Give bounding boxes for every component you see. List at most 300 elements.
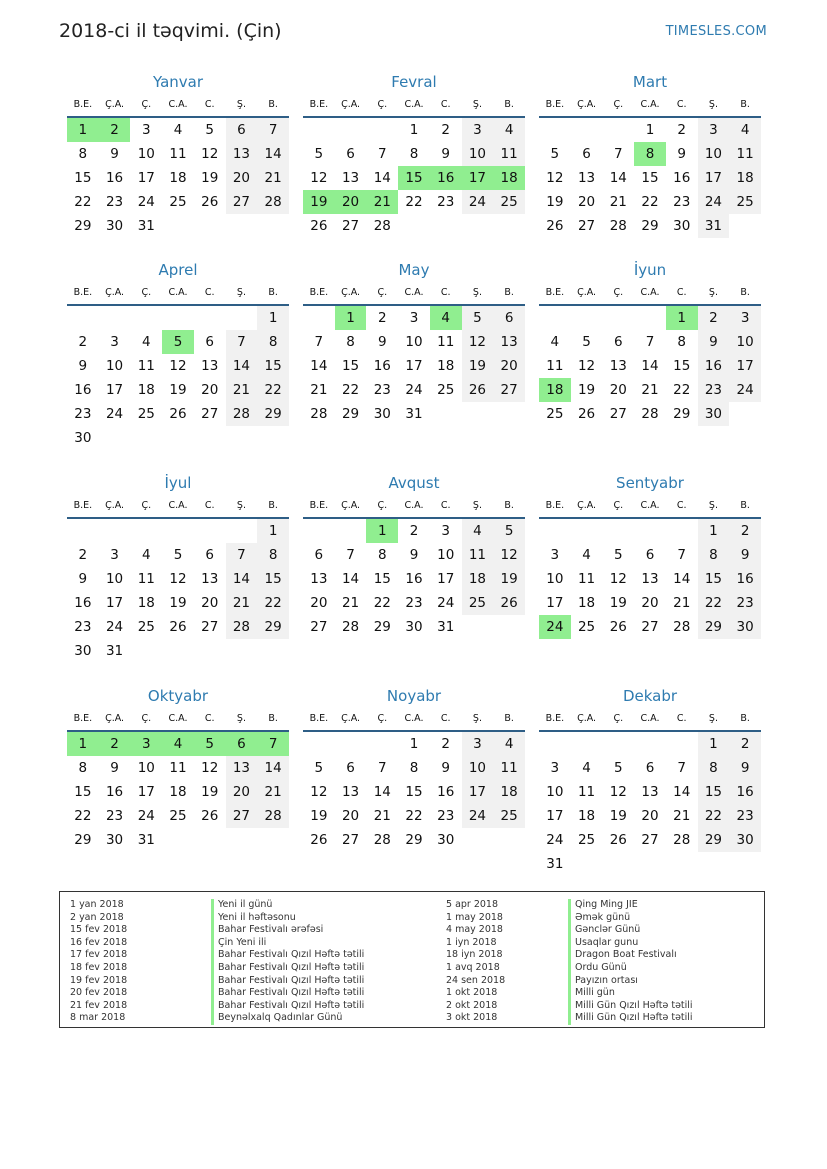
day-cell: 20 (641, 595, 659, 611)
holiday-dates-right (446, 899, 505, 1025)
weekday-label: C. (440, 287, 451, 298)
day-cell: 2 (677, 122, 686, 138)
day-cell: 15 (373, 571, 391, 587)
empty-cell (602, 118, 634, 142)
holiday-name: Milli gün (568, 987, 693, 1000)
day-cell: 4 (550, 334, 560, 350)
day-cell: 25 (546, 406, 564, 422)
day-cell: 25 (169, 808, 187, 824)
weekday-header (67, 282, 289, 306)
day-cell: 6 (645, 760, 655, 776)
day-cell: 4 (430, 306, 462, 330)
holiday-name: Milli Gün Qızıl Həftə tətili (568, 1012, 693, 1025)
day-cell: 29 (74, 832, 92, 848)
day-cell: 15 (405, 784, 423, 800)
weekday-label: B.E. (545, 713, 565, 724)
day-cell: 19 (493, 567, 525, 591)
empty-cell (303, 306, 335, 330)
day-cell: 18 (169, 170, 187, 186)
day-cell: 29 (373, 619, 391, 635)
day-cell: 26 (169, 619, 187, 635)
day-cell: 12 (169, 358, 187, 374)
day-cell: 7 (677, 547, 686, 563)
day-cell: 15 (673, 358, 691, 374)
day-cell: 12 (609, 784, 627, 800)
holiday-name: Milli Gün Qızıl Həftə tətili (568, 1000, 693, 1013)
brand-logo-text[interactable]: TIMESLES.COM (665, 24, 767, 39)
weekday-label: Ş. (236, 287, 246, 298)
day-cell: 27 (493, 378, 525, 402)
empty-cell (571, 732, 603, 756)
day-cell: 20 (201, 595, 219, 611)
month-12 (539, 684, 761, 876)
day-cell: 3 (729, 306, 761, 330)
day-cell: 23 (74, 406, 92, 422)
day-cell: 25 (577, 832, 596, 848)
day-cell: 5 (493, 519, 525, 543)
empty-cell (335, 519, 367, 543)
month-name: Aprel (158, 261, 198, 279)
weekday-header (303, 495, 525, 519)
empty-cell (99, 306, 131, 330)
day-cell: 12 (201, 760, 219, 776)
day-cell: 11 (169, 760, 187, 776)
empty-cell (666, 732, 698, 756)
holiday-name: Usaqlar gunu (568, 937, 693, 950)
weekday-header (539, 94, 761, 118)
day-cell: 24 (137, 808, 155, 824)
empty-cell (634, 519, 666, 543)
weekday-label: Ç. (377, 99, 388, 110)
month-name: Mart (632, 73, 668, 91)
day-cell: 8 (257, 330, 289, 354)
day-grid (539, 118, 761, 238)
day-cell: 3 (441, 523, 450, 539)
weekday-label: B. (504, 500, 514, 511)
day-cell: 1 (257, 306, 289, 330)
day-cell: 22 (405, 808, 423, 824)
month-2 (303, 70, 525, 238)
day-cell: 21 (257, 780, 289, 804)
empty-cell (67, 306, 99, 330)
holiday-list (59, 891, 765, 1028)
day-cell: 17 (105, 595, 124, 611)
day-cell: 3 (462, 732, 494, 756)
day-cell: 6 (226, 118, 258, 142)
day-cell: 29 (257, 402, 289, 426)
day-cell: 17 (405, 358, 423, 374)
empty-cell (539, 118, 571, 142)
weekday-label: C.A. (168, 99, 188, 110)
day-cell: 30 (405, 619, 423, 635)
holiday-date: 1 okt 2018 (446, 987, 498, 999)
weekday-header (539, 708, 761, 732)
day-cell: 13 (310, 571, 328, 587)
day-cell: 18 (169, 784, 187, 800)
weekday-header (67, 495, 289, 519)
day-cell: 25 (437, 382, 455, 398)
day-cell: 19 (201, 784, 219, 800)
day-cell: 8 (409, 146, 419, 162)
holiday-names-right (568, 899, 693, 1025)
day-cell: 26 (169, 406, 187, 422)
day-cell: 7 (677, 760, 686, 776)
day-cell: 6 (346, 760, 355, 776)
empty-cell (539, 306, 571, 330)
weekday-label: C. (676, 500, 687, 511)
day-cell: 22 (698, 591, 730, 615)
month-name: Dekabr (622, 687, 678, 705)
day-cell: 9 (441, 760, 450, 776)
holiday-date: 2 okt 2018 (446, 999, 498, 1011)
holiday-name: Bahar Festivalı Qızıl Həftə tətili (211, 975, 364, 988)
day-cell: 16 (698, 354, 730, 378)
day-cell: 6 (205, 334, 214, 350)
day-cell: 24 (546, 832, 564, 848)
day-cell: 3 (550, 760, 560, 776)
weekday-label: C.A. (404, 500, 424, 511)
day-cell: 16 (729, 567, 761, 591)
day-cell: 19 (546, 194, 564, 210)
day-cell: 9 (729, 543, 761, 567)
day-cell: 12 (310, 170, 328, 186)
month-8 (303, 471, 525, 639)
day-cell: 16 (105, 170, 124, 186)
day-cell: 7 (346, 547, 355, 563)
day-cell: 15 (74, 170, 92, 186)
day-cell: 4 (141, 547, 151, 563)
weekday-label: B. (740, 500, 750, 511)
holiday-name: Beynəlxalq Qadınlar Günü (211, 1012, 364, 1025)
empty-cell (539, 519, 571, 543)
day-cell: 21 (673, 808, 691, 824)
day-cell: 21 (257, 166, 289, 190)
day-cell: 18 (437, 358, 455, 374)
empty-cell (226, 519, 258, 543)
day-cell: 12 (493, 543, 525, 567)
day-cell: 2 (99, 118, 131, 142)
day-cell: 30 (437, 832, 455, 848)
day-cell: 23 (373, 382, 391, 398)
day-cell: 6 (645, 547, 655, 563)
day-cell: 5 (314, 146, 324, 162)
day-cell: 14 (641, 358, 659, 374)
month-name: İyul (164, 474, 192, 492)
day-cell: 24 (462, 190, 494, 214)
day-cell: 22 (257, 591, 289, 615)
day-cell: 9 (110, 760, 119, 776)
day-cell: 9 (78, 571, 88, 587)
day-cell: 1 (366, 519, 398, 543)
day-cell: 6 (582, 146, 591, 162)
weekday-label: Ç. (377, 713, 388, 724)
weekday-label: C.A. (640, 99, 660, 110)
day-cell: 13 (609, 358, 627, 374)
day-cell: 18 (137, 382, 155, 398)
weekday-label: B.E. (73, 99, 93, 110)
weekday-label: C.A. (640, 287, 660, 298)
holiday-date: 2 yan 2018 (70, 911, 124, 923)
day-cell: 18 (493, 780, 525, 804)
weekday-label: B. (268, 713, 278, 724)
holiday-name: Bahar Festivalı Qızıl Həftə tətili (211, 987, 364, 1000)
day-cell: 22 (641, 194, 659, 210)
day-cell: 18 (577, 808, 596, 824)
empty-cell (335, 118, 367, 142)
day-cell: 5 (162, 330, 194, 354)
weekday-label: B. (268, 99, 278, 110)
day-cell: 11 (546, 358, 564, 374)
weekday-label: Ş. (236, 99, 246, 110)
day-cell: 22 (341, 382, 360, 398)
day-cell: 19 (169, 382, 187, 398)
day-cell: 11 (169, 146, 187, 162)
day-cell: 26 (201, 194, 219, 210)
day-cell: 30 (729, 615, 761, 639)
day-cell: 16 (405, 571, 423, 587)
day-cell: 26 (609, 619, 627, 635)
day-cell: 9 (441, 146, 450, 162)
holiday-name: Bahar Festivalı Qızıl Həftə tətili (211, 1000, 364, 1013)
day-cell: 2 (729, 519, 761, 543)
weekday-label: B.E. (545, 99, 565, 110)
day-cell: 31 (546, 856, 564, 872)
day-grid (303, 732, 525, 852)
day-cell: 1 (698, 519, 730, 543)
day-cell: 1 (409, 736, 419, 752)
day-cell: 21 (226, 378, 258, 402)
day-cell: 13 (641, 571, 659, 587)
day-cell: 19 (462, 354, 494, 378)
weekday-label: Ç.A. (341, 713, 361, 724)
day-cell: 27 (341, 218, 360, 234)
holiday-name: Yeni il həftəsonu (211, 912, 364, 925)
day-cell: 11 (493, 142, 525, 166)
day-cell: 23 (437, 808, 455, 824)
day-grid (539, 732, 761, 876)
day-cell: 31 (698, 214, 730, 238)
holiday-date: 24 sen 2018 (446, 974, 506, 986)
holiday-name: Çin Yeni ili (211, 937, 364, 950)
day-cell: 8 (377, 547, 387, 563)
holiday-date: 1 yan 2018 (70, 899, 124, 910)
day-cell: 8 (677, 334, 686, 350)
day-grid (303, 519, 525, 639)
day-cell: 15 (398, 166, 430, 190)
month-5 (303, 258, 525, 426)
day-cell: 11 (577, 784, 596, 800)
day-cell: 22 (373, 595, 391, 611)
day-cell: 10 (137, 760, 155, 776)
day-cell: 5 (314, 760, 324, 776)
holiday-date: 20 fev 2018 (70, 987, 128, 999)
day-cell: 27 (226, 190, 258, 214)
day-cell: 31 (137, 832, 155, 848)
day-cell: 24 (105, 619, 124, 635)
day-cell: 26 (493, 591, 525, 615)
day-cell: 3 (110, 547, 119, 563)
weekday-label: Ç.A. (577, 713, 597, 724)
day-cell: 28 (257, 804, 289, 828)
day-cell: 25 (137, 619, 155, 635)
empty-cell (162, 519, 194, 543)
day-cell: 4 (493, 118, 525, 142)
holiday-name: Ordu Günü (568, 962, 693, 975)
day-cell: 19 (310, 808, 328, 824)
weekday-label: Ş. (472, 500, 482, 511)
day-cell: 26 (577, 406, 596, 422)
holiday-date: 1 avq 2018 (446, 961, 500, 973)
day-cell: 4 (493, 732, 525, 756)
day-cell: 14 (673, 571, 691, 587)
day-cell: 23 (105, 808, 124, 824)
empty-cell (602, 306, 634, 330)
day-cell: 30 (373, 406, 391, 422)
day-cell: 5 (613, 760, 623, 776)
day-cell: 17 (546, 595, 564, 611)
weekday-label: Ş. (472, 287, 482, 298)
day-cell: 8 (634, 142, 666, 166)
month-name: Noyabr (386, 687, 442, 705)
day-grid (67, 306, 289, 450)
day-cell: 4 (582, 547, 591, 563)
day-cell: 18 (462, 567, 494, 591)
month-9 (539, 471, 761, 639)
day-cell: 26 (462, 378, 494, 402)
empty-cell (303, 118, 335, 142)
empty-cell (194, 519, 226, 543)
month-name: May (398, 261, 430, 279)
day-cell: 4 (162, 732, 194, 756)
weekday-label: B. (740, 713, 750, 724)
day-cell: 17 (437, 571, 455, 587)
day-cell: 20 (341, 808, 360, 824)
day-cell: 27 (226, 804, 258, 828)
weekday-label: C. (676, 713, 687, 724)
weekday-label: Ş. (708, 287, 718, 298)
day-cell: 8 (78, 760, 88, 776)
day-cell: 22 (673, 382, 691, 398)
day-cell: 31 (437, 619, 455, 635)
day-cell: 4 (173, 122, 183, 138)
day-cell: 7 (377, 146, 387, 162)
weekday-label: Ç. (613, 713, 624, 724)
day-cell: 8 (78, 146, 88, 162)
weekday-header (67, 94, 289, 118)
holiday-name: Dragon Boat Festivalı (568, 949, 693, 962)
day-cell: 28 (609, 218, 627, 234)
day-cell: 6 (226, 732, 258, 756)
weekday-label: Ç. (377, 500, 388, 511)
day-cell: 10 (437, 547, 455, 563)
holiday-date: 4 may 2018 (446, 924, 503, 936)
day-cell: 5 (173, 547, 183, 563)
empty-cell (602, 519, 634, 543)
day-cell: 27 (609, 406, 627, 422)
day-cell: 30 (673, 218, 691, 234)
day-cell: 10 (546, 784, 564, 800)
day-cell: 17 (462, 780, 494, 804)
weekday-label: Ş. (472, 99, 482, 110)
day-cell: 23 (105, 194, 124, 210)
day-cell: 12 (310, 784, 328, 800)
day-cell: 27 (641, 619, 659, 635)
day-cell: 14 (373, 784, 391, 800)
day-cell: 20 (609, 382, 627, 398)
weekday-label: B.E. (73, 287, 93, 298)
day-cell: 5 (462, 306, 494, 330)
day-cell: 19 (577, 382, 596, 398)
empty-cell (571, 118, 603, 142)
day-cell: 7 (377, 760, 387, 776)
holiday-date: 16 fev 2018 (70, 936, 128, 948)
weekday-label: C. (676, 287, 687, 298)
weekday-label: B.E. (545, 287, 565, 298)
day-cell: 9 (698, 330, 730, 354)
day-cell: 20 (201, 382, 219, 398)
day-cell: 15 (698, 780, 730, 804)
holiday-date: 18 fev 2018 (70, 961, 128, 973)
day-cell: 7 (257, 732, 289, 756)
day-cell: 6 (314, 547, 324, 563)
day-cell: 14 (341, 571, 360, 587)
day-cell: 2 (78, 547, 88, 563)
month-name: Sentyabr (616, 474, 684, 492)
weekday-label: B.E. (309, 287, 329, 298)
day-cell: 4 (582, 760, 591, 776)
day-cell: 21 (310, 382, 328, 398)
weekday-label: Ş. (472, 713, 482, 724)
day-cell: 24 (105, 406, 124, 422)
day-cell: 1 (698, 732, 730, 756)
holiday-name: Bahar Festivalı Qızıl Həftə tətili (211, 962, 364, 975)
holiday-date: 1 may 2018 (446, 911, 503, 923)
month-name: Yanvar (152, 73, 204, 91)
day-cell: 30 (105, 832, 124, 848)
day-cell: 24 (729, 378, 761, 402)
day-cell: 20 (226, 780, 258, 804)
day-cell: 17 (105, 382, 124, 398)
holiday-name: Qing Ming JIE (568, 899, 693, 912)
day-cell: 10 (462, 756, 494, 780)
day-cell: 21 (373, 808, 391, 824)
empty-cell (303, 732, 335, 756)
day-cell: 24 (405, 382, 423, 398)
day-cell: 27 (310, 619, 328, 635)
empty-cell (335, 732, 367, 756)
day-cell: 29 (74, 218, 92, 234)
weekday-label: Ç.A. (105, 287, 125, 298)
day-cell: 11 (577, 571, 596, 587)
day-cell: 12 (546, 170, 564, 186)
day-cell: 30 (729, 828, 761, 852)
day-cell: 2 (698, 306, 730, 330)
day-cell: 3 (409, 310, 419, 326)
day-cell: 28 (341, 619, 360, 635)
day-cell: 7 (257, 118, 289, 142)
empty-cell (602, 732, 634, 756)
weekday-label: C. (204, 500, 215, 511)
holiday-date: 15 fev 2018 (70, 924, 128, 936)
empty-cell (666, 519, 698, 543)
day-cell: 16 (437, 784, 455, 800)
day-cell: 7 (645, 334, 655, 350)
day-cell: 13 (341, 170, 360, 186)
day-cell: 6 (346, 146, 355, 162)
day-cell: 8 (698, 756, 730, 780)
day-cell: 1 (335, 306, 367, 330)
weekday-label: C. (440, 500, 451, 511)
